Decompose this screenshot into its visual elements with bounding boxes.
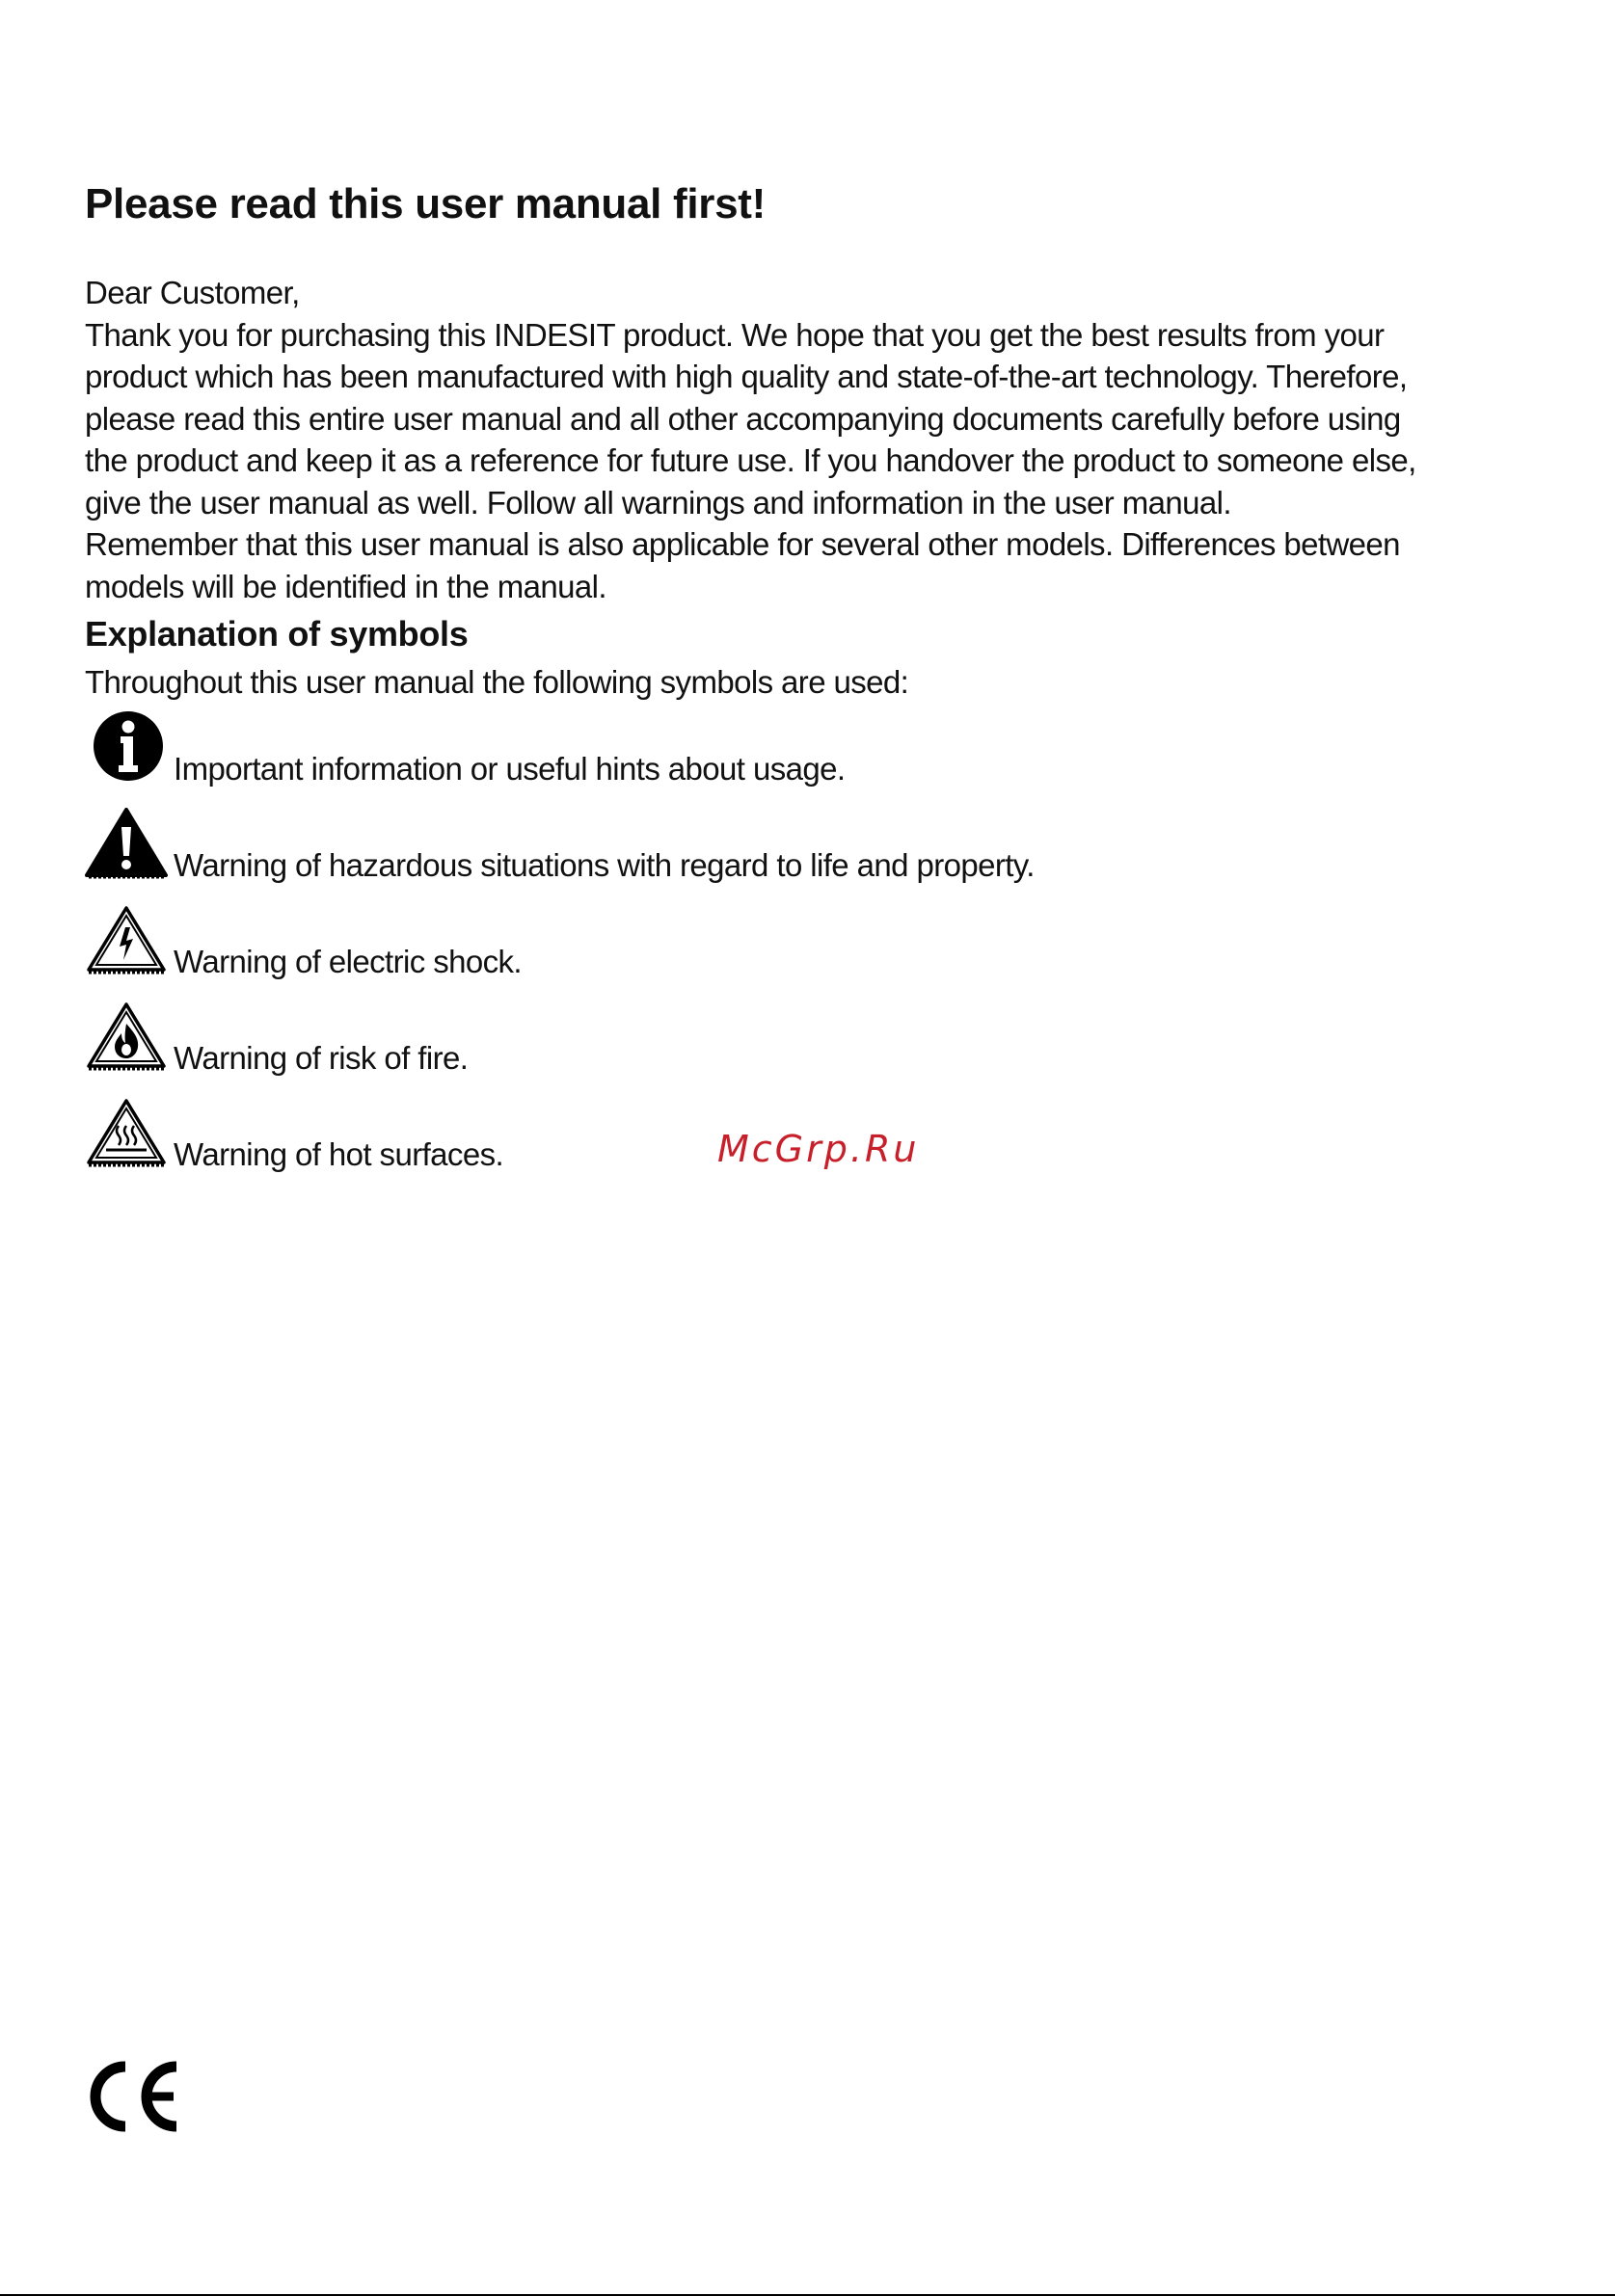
symbols-intro: Throughout this user manual the following symbols are used: (85, 664, 909, 700)
symbol-text: Warning of hot surfaces. (174, 1136, 504, 1172)
watermark: McGrp.Ru (717, 1128, 920, 1170)
intro-line: product which has been manufactured with high quality and state-of-the-art technology. Therefore, (85, 359, 1408, 394)
symbol-text: Warning of risk of fire. (174, 1040, 469, 1076)
intro-line: Remember that this user manual is also applicable for several other models. Differences between (85, 526, 1400, 562)
symbol-row-fire (85, 1001, 1338, 1087)
symbol-row-info (85, 711, 1338, 798)
symbol-text: Warning of electric shock. (174, 944, 522, 979)
intro-line: models will be identified in the manual. (85, 568, 606, 604)
intro-line: Dear Customer, (85, 275, 300, 310)
fire-icon (85, 1001, 168, 1078)
symbol-row-hot (85, 1097, 1338, 1184)
symbol-text: Warning of hazardous situations with regard to life and property. (174, 847, 1035, 883)
intro-line: Thank you for purchasing this INDESIT product. We hope that you get the best results from your (85, 316, 1385, 353)
intro-line: give the user manual as well. Follow all warnings and information in the user manual. (85, 484, 1231, 521)
intro-line: please read this entire user manual and all other accompanying documents carefully before using (85, 400, 1401, 437)
page-title: Please read this user manual first! (85, 180, 767, 227)
symbol-row-electric (85, 904, 1338, 991)
info-icon (85, 711, 168, 788)
electric-shock-icon (85, 904, 168, 981)
symbol-row-warning (85, 808, 1338, 894)
symbols-heading: Explanation of symbols (85, 614, 469, 654)
intro-line: the product and keep it as a reference for future use. If you handover the product to someone else, (85, 442, 1416, 478)
intro-text (85, 272, 1570, 607)
symbol-text: Important information or useful hints about usage. (174, 751, 846, 787)
warning-icon (85, 808, 168, 885)
ce-mark-icon (83, 2061, 181, 2132)
hot-surface-icon (85, 1097, 168, 1174)
